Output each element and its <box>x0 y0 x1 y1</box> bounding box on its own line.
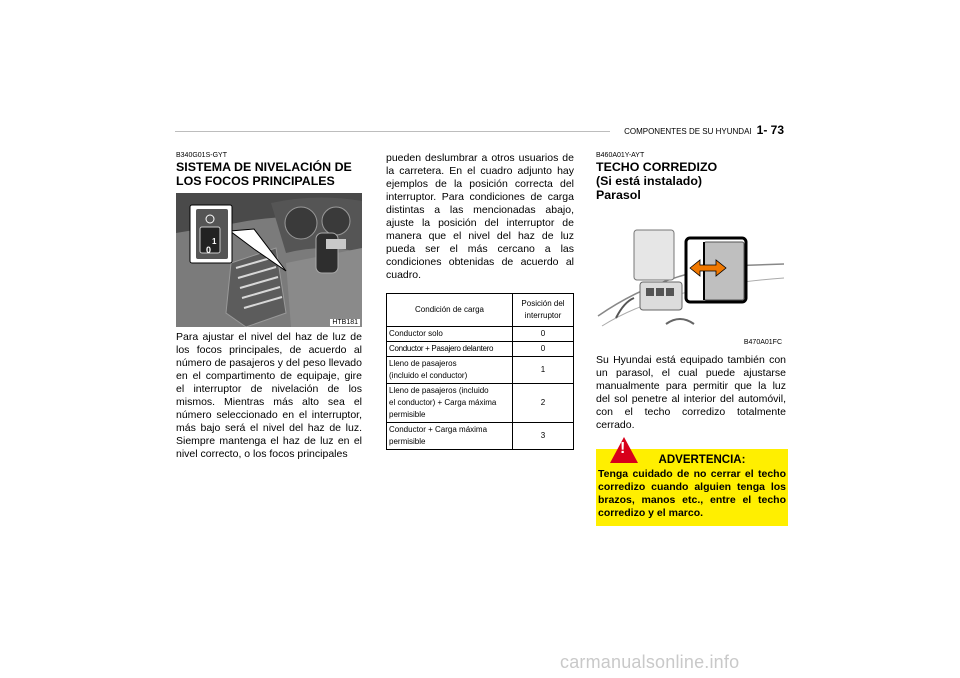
table-row: Conductor solo 0 <box>387 327 574 342</box>
switch-label-1: 1 <box>212 237 217 246</box>
column-sunroof <box>596 152 786 526</box>
page-number: 1- 73 <box>756 123 784 137</box>
section-title: COMPONENTES DE SU HYUNDAI <box>624 127 752 136</box>
warning-body: Tenga cuidado de no cerrar el techo corredizo cuando alguien tenga los brazos, manos etc., entre el techo corredizo y el marco. <box>598 468 786 519</box>
column-leveling-continued <box>386 152 574 450</box>
load-condition-table <box>386 293 574 450</box>
switch-label-0: 0 <box>206 245 212 255</box>
section-title-leveling: SISTEMA DE NIVELACIÓN DE LOS FOCOS PRINCIPALES <box>176 160 352 188</box>
section-code: B460A01Y-AYT <box>596 152 645 159</box>
dashboard-switch-photo <box>176 193 362 327</box>
table-row: Lleno de pasajeros (incluido el conductor) 1 <box>387 357 574 384</box>
section-title-sunroof: TECHO CORREDIZO (Si está instalado) Parasol <box>596 160 718 202</box>
leveling-body-text: Para ajustar el nivel del haz de luz de los focos principales, de acuerdo al número de pasajeros y del peso llevado en el compartimento de equipaje, gire el interruptor de nivelación de los mismos. Mientras más alto sea el número seleccionado en el interruptor, más bajo será el nivel del haz de luz. Siempre mantenga el haz de luz en el nivel correcto, o los focos principales <box>176 331 362 460</box>
page-header <box>624 123 784 137</box>
exclamation-icon: ! <box>620 440 626 457</box>
warning-title: ADVERTENCIA: <box>658 454 746 466</box>
column-headlight-leveling <box>176 152 362 461</box>
warning-box <box>596 440 788 526</box>
section-code: B340G01S-GYT <box>176 152 227 159</box>
header-position: Posición del interruptor <box>513 294 574 327</box>
sunroof-drawing <box>596 206 784 336</box>
image-tag: HTB181 <box>332 319 358 326</box>
dashboard-illustration <box>176 193 362 327</box>
table-header-row <box>387 294 574 327</box>
table-row: Lleno de pasajeros (incluido el conductor) + Carga máxima permisible 2 <box>387 384 574 423</box>
watermark: carmanualsonline.info <box>560 652 740 672</box>
image-tag: B470A01FC <box>743 339 782 346</box>
table-row: Conductor + Pasajero delantero 0 <box>387 342 574 357</box>
header-condition: Condición de carga <box>387 294 513 327</box>
table-row: Conductor + Carga máxima permisible 3 <box>387 423 574 450</box>
header-rule <box>175 131 610 132</box>
sunroof-body-text: Su Hyundai está equipado también con un parasol, el cual puede ajustarse manualmente para permitir que la luz del sol penetre al interior del automóvil, con el techo corredizo totalmente cerrado. <box>596 354 786 431</box>
leveling-body-continued: pueden deslumbrar a otros usuarios de la carretera. En el cuadro adjunto hay ejemplos de la posición correcta del interruptor. Para condiciones de carga distintas a las mencionadas abajo, ajuste la posición del interruptor de manera que el nivel del haz de luz pueda ser el más cercano a las condiciones obtenidas de acuerdo al cuadro. <box>386 152 574 281</box>
sunroof-illustration <box>596 206 784 346</box>
